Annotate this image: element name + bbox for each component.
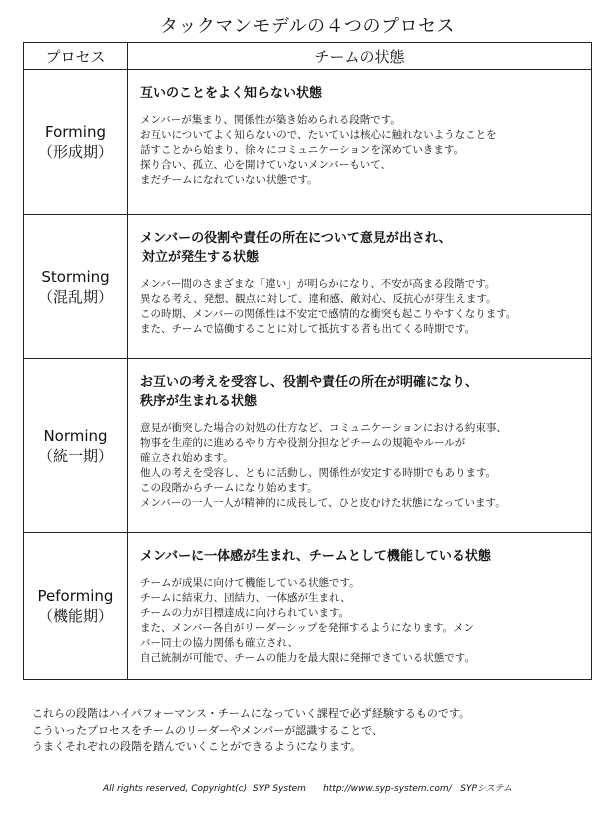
stage-period: （混乱期） xyxy=(37,287,113,306)
description-cell xyxy=(128,70,592,215)
state-heading: メンバーの役割や責任の所在について意見が出され、 対立が発生する状態 xyxy=(140,231,452,265)
page-title: タックマンモデルの４つのプロセス xyxy=(159,16,456,37)
stage-name: Peforming xyxy=(37,587,114,605)
state-description: メンバーが集まり、関係性が築き始められる段階です。 お互いについてよく知らないので、たいていは核心に触れないようなことを 話すことから始まり、徐々にコミュニケーションを深めていきます。 探り合い、孤立、心を開けていないメンバーもいて、 まだチームになれていない状態です。 xyxy=(140,114,497,186)
description-cell xyxy=(128,215,592,359)
stage-period: （機能期） xyxy=(37,607,113,625)
process-table xyxy=(23,42,592,680)
stage-cell xyxy=(24,533,128,680)
state-heading: お互いの考えを受容し、役割や責任の所在が明確になり、 秩序が生まれる状態 xyxy=(140,375,479,409)
stage-name: Storming xyxy=(41,267,110,286)
stage-period: （統一期） xyxy=(37,446,113,465)
table-row xyxy=(24,533,592,680)
stage-period: （形成期） xyxy=(37,143,113,161)
footer-note: これらの段階はハイパフォーマンス・チームになっていく課程で必ず経験するものです。 こういったプロセスをチームのリーダーやメンバーが認識することで、 うまくそれぞれの段階を踏んでいくことができるようになります。 xyxy=(32,707,471,753)
stage-cell xyxy=(24,359,128,533)
state-description: 意見が衝突した場合の対処の仕方など、コミュニケーションにおける約束事、 物事を生産的に進めるやり方や役割分担などチームの規範やルールが 確立され始めます。 他人の考えを受容し、ともに活動し、関係性が安定する時期でもあります。 この段階からチームになり始めます。 メンバーの一人一人が精神的に成長して、ひと皮むけた状態になっています。 xyxy=(140,422,507,509)
description-cell xyxy=(128,533,592,680)
stage-cell xyxy=(24,70,128,215)
state-heading: メンバーに一体感が生まれ、チームとして機能している状態 xyxy=(140,549,491,564)
state-description: メンバー間のさまざまな「違い」が明らかになり、不安が高まる段階です。 異なる考え、発想、観点に対して、違和感、敵対心、反抗心が芽生えます。 この時期、メンバーの関係性は不安定で感情的な衝突も起こりやすくなります。 また、チームで協働することに対して抵抗する者も出てくる時期です。 xyxy=(140,278,517,335)
description-cell xyxy=(128,359,592,533)
column-header-team-state: チームの状態 xyxy=(128,43,592,70)
stage-name: Forming xyxy=(45,123,106,141)
state-heading: 互いのことをよく知らない状態 xyxy=(140,86,323,101)
table-row xyxy=(24,215,592,359)
table-header-row xyxy=(24,43,592,70)
copyright-notice: All rights reserved, Copyright(c) SYP System http://www.syp-system.com/ SYPシステム xyxy=(103,784,512,794)
table-row xyxy=(24,359,592,533)
stage-cell xyxy=(24,215,128,359)
table-row xyxy=(24,70,592,215)
stage-name: Norming xyxy=(43,426,108,445)
state-description: チームが成果に向けて機能している状態です。 チームに結束力、団結力、一体感が生まれ、 チームの力が目標達成に向けられています。 また、メンバー各自がリーダーシップを発揮するようになります。メン バー同士の協力関係も確立され、 自己統制が可能で、チームの能力を最大限に発揮できている状態です。 xyxy=(140,577,475,664)
column-header-process: プロセス xyxy=(24,43,128,70)
